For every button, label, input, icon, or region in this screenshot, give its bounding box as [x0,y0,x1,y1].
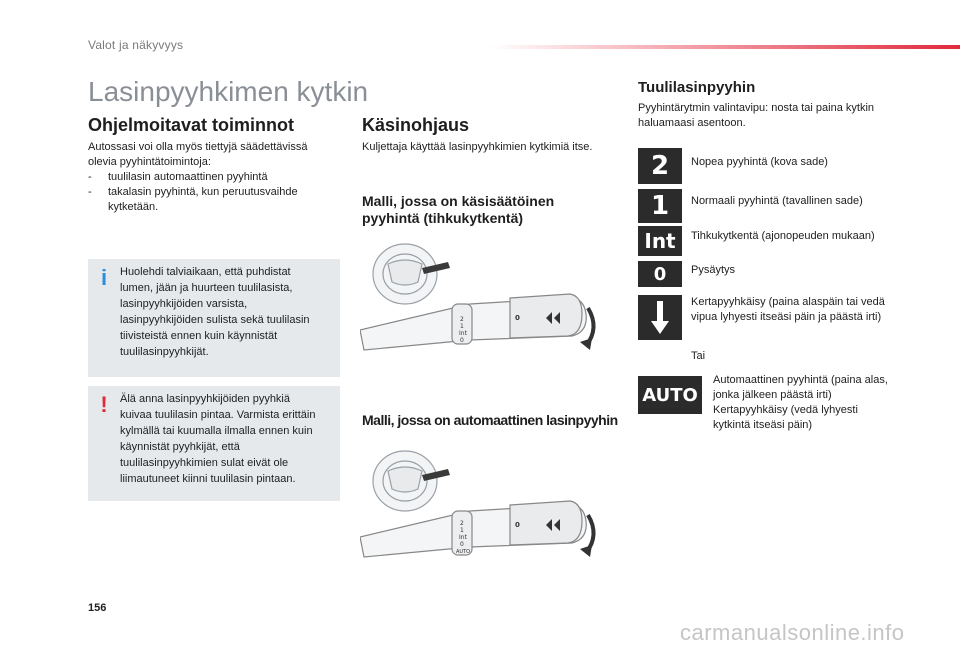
stalk-label-auto: AUTO [456,549,471,555]
watermark: carmanualsonline.info [680,620,905,645]
stalk-label-int: Int [459,534,467,541]
programmable-list [88,170,333,215]
speed-1-text: Normaali pyyhintä (tavallinen sade) [691,195,863,207]
stop-badge: 0 [638,261,682,287]
intermittent-badge: Int [638,226,682,256]
warning-note [88,386,340,501]
stalk-label-2: 2 [460,520,464,527]
stalk-label-1: 1 [460,527,464,534]
or-text: Tai [691,350,706,362]
auto-text: Automaattinen pyyhintä (paina alas, jonka jälkeen päästä irti) Kertapyyhkäisy (vedä lyhyesti kytkintä itseäsi päin) [713,374,888,431]
single-wipe-text: Kertapyyhkäisy (paina alaspäin tai vedä vipua lyhyesti itseäsi päin ja päästä irti) [691,296,885,323]
manual-heading: Käsinohjaus [362,115,470,135]
warning-note-text: Älä anna lasinpyyhkijöiden pyyhkiä kuivaa tuulilasin pintaa. Varmista erittäin kylmällä tai kuumalla ilmalla ennen kuin käynnistät pyyhkijät, että tuulilasinpyyhkimien sulat eivät ole liimautuneet kiinni tuulilasin pintaan. [120,393,316,485]
manual-model-heading: Malli, jossa on käsisäätöinen pyyhintä (tihkukytkentä) [362,193,555,226]
page-number: 156 [88,602,107,614]
arrow-down-icon [650,301,670,335]
programmable-intro: Autossasi voi olla myös tiettyjä säädettävissä olevia pyyhintätoimintoja: [88,141,308,168]
auto-badge: AUTO [638,376,702,414]
intermittent-text: Tihkukytkentä (ajonopeuden mukaan) [691,230,875,242]
stalk-label-2: 2 [460,316,464,323]
info-note [88,259,340,377]
section-label: Valot ja näkyvyys [88,38,184,52]
wiper-stalk-illustration-manual [360,238,610,373]
stalk-label-0: 0 [460,541,464,548]
stalk-label-int: Int [459,330,467,337]
speed-2-badge: 2 [638,148,682,184]
auto-model-heading: Malli, jossa on automaattinen lasinpyyhin [362,412,618,428]
windscreen-wiper-intro: Pyyhintärytmin valintavipu: nosta tai paina kytkin haluamaasi asentoon. [638,102,875,129]
manual-intro: Kuljettaja käyttää lasinpyyhkimien kytkimiä itse. [362,141,593,153]
programmable-heading: Ohjelmoitavat toiminnot [88,115,295,135]
speed-1-badge: 1 [638,189,682,223]
stalk-label-0: 0 [460,337,464,344]
header-divider [490,45,960,49]
stalk-zero-label: 0 [515,314,520,322]
page-title: Lasinpyyhkimen kytkin [88,76,369,107]
list-item: - tuulilasin automaattinen pyyhintä [88,170,333,185]
stop-text: Pysäytys [691,264,736,276]
windscreen-wiper-heading: Tuulilasinpyyhin [638,79,756,96]
single-wipe-badge [638,295,682,340]
stalk-label-1: 1 [460,323,464,330]
speed-2-text: Nopea pyyhintä (kova sade) [691,156,828,168]
info-note-text: Huolehdi talviaikaan, että puhdistat lumen, jään ja huurteen tuulilasista, lasinpyyhkijöiden varsista, lasinpyyhkijöiden sulista sekä tuulilasin tiivisteistä ennen kuin käynnistät tuulilasinpyyhkijät. [120,266,310,358]
stalk-zero-label: 0 [515,521,520,529]
list-item: - takalasin pyyhintä, kun peruutusvaihde kytketään. [88,185,333,215]
wiper-stalk-illustration-auto [360,445,610,580]
warning-icon: ! [100,392,108,417]
info-icon: i [100,265,108,290]
